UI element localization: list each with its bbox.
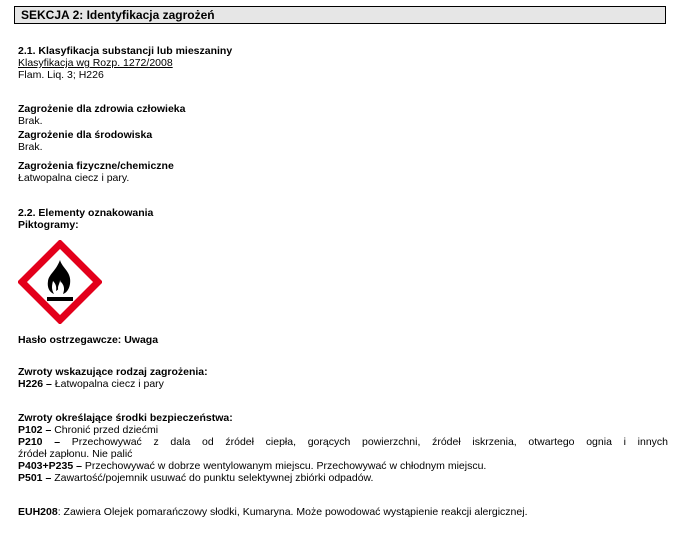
hazard-code: H226 –: [18, 378, 52, 390]
precaution-p403-p235: [18, 460, 486, 472]
physical-hazard-heading: Zagrożenia fizyczne/chemiczne: [18, 160, 174, 172]
precaution-text: Przechowywać z dala od źródeł ciepła, gorących powierzchni, źródeł iskrzenia, otwartego ognia i innych: [60, 436, 668, 448]
precaution-text: Chronić przed dziećmi: [51, 424, 159, 436]
section-title: SEKCJA 2: Identyfikacja zagrożeń: [14, 6, 666, 24]
regulation-link[interactable]: Klasyfikacja wg Rozp. 1272/2008: [18, 57, 173, 69]
health-hazard-value: Brak.: [18, 115, 43, 127]
hazard-statements-heading: Zwroty wskazujące rodzaj zagrożenia:: [18, 366, 208, 378]
precaution-p102: [18, 424, 158, 436]
physical-hazard-value: Łatwopalna ciecz i pary.: [18, 172, 130, 184]
environment-hazard-heading: Zagrożenie dla środowiska: [18, 129, 153, 141]
environment-hazard-value: Brak.: [18, 141, 43, 153]
flame-icon: [18, 240, 102, 324]
health-hazard-heading: Zagrożenie dla zdrowia człowieka: [18, 103, 186, 115]
euh208-statement: [18, 506, 528, 518]
classification-value: Flam. Liq. 3; H226: [18, 69, 104, 81]
precaution-code: P403+P235 –: [18, 460, 82, 472]
precaution-text: Przechowywać w dobrze wentylowanym miejscu. Przechowywać w chłodnym miejscu.: [81, 460, 487, 472]
hazard-statement-h226: [18, 378, 164, 390]
precaution-code: P102 –: [18, 424, 52, 436]
euh-text: : Zawiera Olejek pomarańczowy słodki, Kumaryna. Może powodować wystąpienie reakcji alergicznej.: [57, 506, 528, 518]
ghs-pictogram: [18, 240, 102, 324]
precaution-p210-continued: źródeł zapłonu. Nie palić: [18, 448, 133, 460]
signal-word: Hasło ostrzegawcze: Uwaga: [18, 334, 159, 346]
precautionary-heading: Zwroty określające środki bezpieczeństwa:: [18, 412, 233, 424]
precaution-text: Zawartość/pojemnik usuwać do punktu selektywnej zbiórki odpadów.: [51, 472, 374, 484]
precaution-p210: [18, 436, 668, 448]
labelling-heading: 2.2. Elementy oznakowania: [18, 207, 154, 219]
hazard-text: Łatwopalna ciecz i pary: [51, 378, 164, 390]
precaution-p501: [18, 472, 373, 484]
euh-code: EUH208: [18, 506, 58, 518]
pictograms-label: Piktogramy:: [18, 219, 79, 231]
precaution-code: P501 –: [18, 472, 52, 484]
classification-heading: 2.1. Klasyfikacja substancji lub mieszaniny: [18, 45, 233, 57]
precaution-code: P210 –: [18, 436, 61, 448]
